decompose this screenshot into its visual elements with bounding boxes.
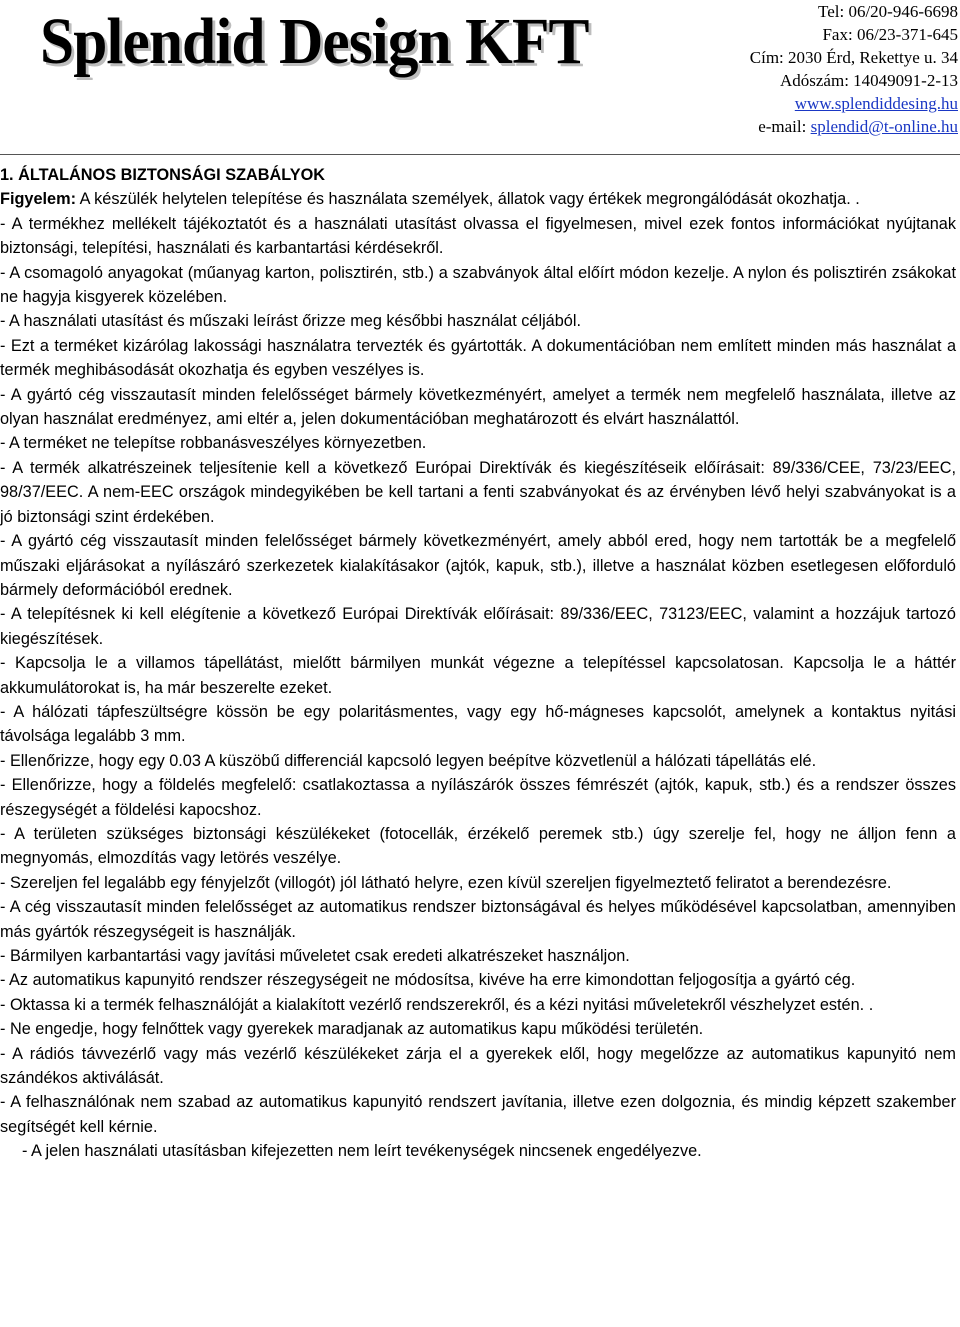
paragraph: - A terméket ne telepítse robbanásveszélyes környezetben. bbox=[0, 434, 427, 453]
paragraph: - Kapcsolja le a villamos tápellátást, mielőtt bármilyen munkát végezne a telepítéssel kapcsolatosan. Kapcsolja le a háttér akkumulátorokat is, ha már beszerelte ezeket. bbox=[0, 654, 956, 697]
website-link[interactable]: www.splendiddesing.hu bbox=[794, 94, 958, 113]
final-paragraph: - A jelen használati utasításban kifejezetten nem leírt tevékenységek nincsenek engedélyezve. bbox=[22, 1142, 702, 1161]
paragraph: - A rádiós távvezérlő vagy más vezérlő készülékeket zárja el a gyerekek elől, hogy megelőzze az automatikus kapunyitó nem szándékos aktiválását. bbox=[0, 1044, 956, 1088]
paragraph: - Ne engedje, hogy felnőttek vagy gyerekek maradjanak az automatikus kapu működési területén. bbox=[0, 1020, 704, 1039]
fax-number: Fax: 06/23-371-645 bbox=[822, 25, 958, 44]
address: Cím: 2030 Érd, Rekettye u. 34 bbox=[749, 48, 958, 67]
contact-block bbox=[750, 0, 958, 138]
letterhead bbox=[0, 0, 960, 158]
paragraph: - A telepítésnek ki kell elégítenie a következő Európai Direktívák előírásait: 89/336/EEC, 73123/EEC, valamint a hozzájuk tartozó kiegészítések. bbox=[0, 605, 956, 648]
website-line bbox=[750, 92, 958, 115]
paragraph: - A termékhez mellékelt tájékoztatót és a használati utasítást olvassa el figyelmesen, mivel ezek fontos információkat nyújtanak biztonsági, telepítési, használati és karbantartási kérdésekről. bbox=[0, 214, 956, 258]
paragraph: - A cég visszautasít minden felelősséget az automatikus rendszer biztonságával és helyes működésével kapcsolatban, amennyiben más gyártók részegységeit is használják. bbox=[0, 898, 956, 941]
paragraph: - Oktassa ki a termék felhasználóját a kialakított vezérlő rendszerekről, és a kézi nyitási műveletekről vészhelyzet estén. . bbox=[0, 995, 874, 1014]
section-title: 1. ÁLTALÁNOS BIZTONSÁGI SZABÁLYOK bbox=[0, 166, 326, 184]
email-link[interactable]: splendid@t-online.hu bbox=[810, 117, 958, 136]
warning-label: Figyelem: bbox=[0, 190, 77, 209]
company-logo: Splendid Design KFT bbox=[40, 5, 589, 78]
paragraph: - Bármilyen karbantartási vagy javítási műveletet csak eredeti alkatrészeket használjon. bbox=[0, 947, 630, 965]
paragraph: - Ezt a terméket kizárólag lakossági használatra tervezték és gyártották. A dokumentációban nem említett minden más használat a termék meghibásodását okozhatja és egyben veszélyes is. bbox=[0, 336, 956, 380]
phone-number: Tel: 06/20-946-6698 bbox=[818, 2, 958, 21]
tax-id: Adószám: 14049091-2-13 bbox=[779, 71, 958, 90]
paragraph: - A gyártó cég visszautasít minden felelősséget bármely következményért, amelyet a termék nem megfelelő használata, illetve az olyan használat eredményez, ami eltér a, jelen dokumentációban meghatározott és elvárt használattól. bbox=[0, 385, 956, 429]
paragraph: - A felhasználónak nem szabad az automatikus kapunyitó rendszert javítania, illetve ezen dolgoznia, és mindig képzett szakember segítségét kell kérnie. bbox=[0, 1093, 956, 1136]
header-divider bbox=[0, 154, 960, 155]
paragraph: - A csomagoló anyagokat (műanyag karton, polisztirén, stb.) a szabványok által előírt módon kezelje. A nylon és polisztirén zsákokat ne hagyja kisgyerek közelében. bbox=[0, 263, 956, 307]
paragraph: - A hálózati tápfeszültségre kössön be egy polaritásmentes, vagy egy hő-mágneses kapcsolót, amelynek a kontaktus nyitási távolsága legalább 3 mm. bbox=[0, 702, 956, 746]
warning-text: A készülék helytelen telepítése és használata személyek, állatok vagy értékek megrongálódását okozhatja. . bbox=[76, 190, 860, 209]
paragraph: - Ellenőrizze, hogy egy 0.03 A küszöbű differenciál kapcsoló legyen beépítve közvetlenül a hálózati tápellátás elé. bbox=[0, 751, 817, 770]
email-line bbox=[750, 115, 958, 138]
document-body bbox=[0, 163, 956, 1164]
paragraph: - Az automatikus kapunyitó rendszer részegységeit ne módosítsa, kivéve ha erre kimondottan feljogosítja a gyártó cég. bbox=[0, 971, 856, 990]
paragraph: - Szereljen fel legalább egy fényjelzőt (villogót) jól látható helyre, ezen kívül szereljen figyelmeztető feliratot a berendezésre. bbox=[0, 873, 892, 892]
warning-paragraph bbox=[0, 187, 956, 211]
paragraph: - A termék alkatrészeinek teljesítenie kell a következő Európai Direktívák és kiegészítéseik előírásait: 89/336/CEE, 73/23/EEC, 98/37/EEC. A nem-EEC országok mindegyikében be kell tartani a fenti szabványokat és az érvényben lévő helyi szabványokat is a jó biztonsági szint érdekében. bbox=[0, 458, 956, 526]
paragraph: - Ellenőrizze, hogy a földelés megfelelő: csatlakoztassa a nyílászárók összes fémrészét (ajtók, kapuk, stb.) és a rendszer összes részegységét a földelési kapocshoz. bbox=[0, 776, 956, 819]
paragraph: - A használati utasítást és műszaki leírást őrizze meg későbbi használat céljából. bbox=[0, 312, 581, 331]
email-label: e-mail: bbox=[758, 117, 811, 136]
paragraph: - A területen szükséges biztonsági készülékeket (fotocellák, érzékelő peremek stb.) úgy szerelje fel, hogy ne álljon fenn a megnyomás, elmozdítás vagy letörés veszélye. bbox=[0, 824, 956, 868]
paragraph: - A gyártó cég visszautasít minden felelősséget bármely következményért, amely abból ered, hogy nem tartották be a megfelelő műszaki eljárásokat a nyílászáró szerkezetek kialakításakor (ajtók, kapuk, stb.), illetve a használat közben esetlegesen előforduló bármely deformációból erednek. bbox=[0, 532, 956, 599]
